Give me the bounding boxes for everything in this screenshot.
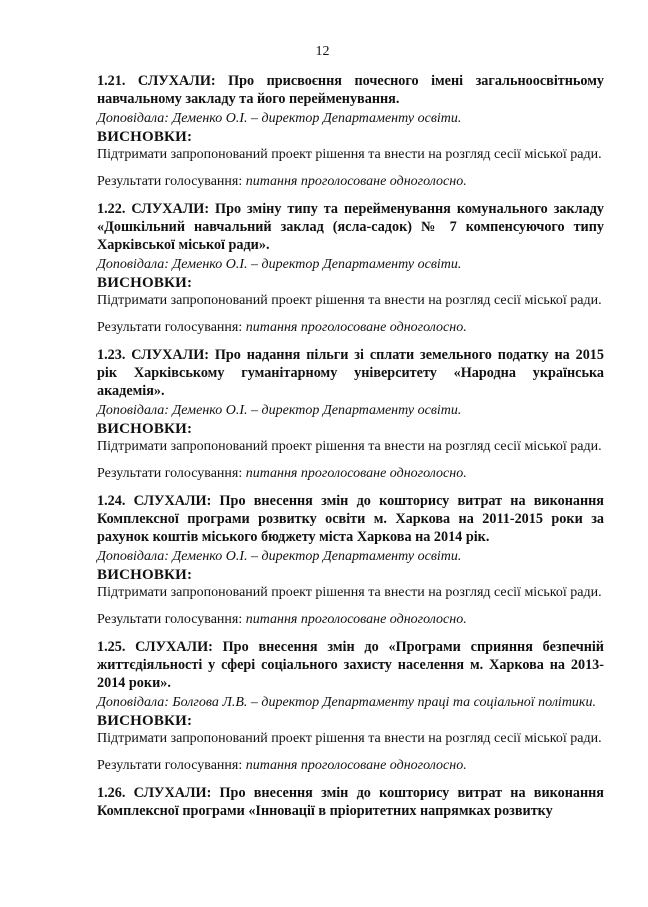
voting-result	[97, 173, 604, 191]
item-heading: 1.24. СЛУХАЛИ: Про внесення змін до кошторису витрат на виконання Комплексної програми розвитку освіти м. Харкова на 2011-2015 роки за рахунок коштів міського бюджету міста Харкова на 2014 рік.	[97, 493, 604, 545]
item-decision: Підтримати запропонований проект рішення та внести на розгляд сесії міської ради.	[97, 147, 602, 162]
voting-result	[97, 319, 604, 337]
result-value: питання проголосоване одноголосно.	[245, 320, 467, 335]
item-decision: Підтримати запропонований проект рішення та внести на розгляд сесії міської ради.	[97, 731, 602, 746]
conclusions-label: ВИСНОВКИ:	[97, 275, 193, 291]
result-value: питання проголосоване одноголосно.	[245, 174, 467, 189]
item-speaker: Доповідала: Деменко О.І. – директор Департаменту освіти.	[97, 403, 462, 418]
conclusions-label: ВИСНОВКИ:	[97, 713, 193, 729]
result-value: питання проголосоване одноголосно.	[245, 466, 467, 481]
item-speaker: Доповідала: Болгова Л.В. – директор Департаменту праці та соціальної політики.	[97, 695, 596, 710]
result-label: Результати голосування:	[97, 466, 243, 481]
result-label: Результати голосування:	[97, 320, 243, 335]
page-number: 12	[315, 44, 330, 59]
item-decision: Підтримати запропонований проект рішення та внести на розгляд сесії міської ради.	[97, 439, 602, 454]
result-value: питання проголосоване одноголосно.	[245, 612, 467, 627]
result-label: Результати голосування:	[97, 758, 243, 773]
voting-result	[97, 465, 604, 483]
result-value: питання проголосоване одноголосно.	[245, 758, 467, 773]
agenda-item-1-24	[97, 492, 604, 629]
item-speaker: Доповідала: Деменко О.І. – директор Департаменту освіти.	[97, 549, 462, 564]
voting-result	[97, 611, 604, 629]
conclusions-label: ВИСНОВКИ:	[97, 567, 193, 583]
item-heading: 1.25. СЛУХАЛИ: Про внесення змін до «Програми сприяння безпечній життєдіяльності у сфері соціального захисту населення м. Харкова на 2013-2014 роки».	[97, 639, 604, 691]
agenda-item-1-21	[97, 72, 604, 191]
item-speaker: Доповідала: Деменко О.І. – директор Департаменту освіти.	[97, 257, 462, 272]
item-heading: 1.22. СЛУХАЛИ: Про зміну типу та перейменування комунального закладу «Дошкільний навчальний заклад (ясла-садок) № 7 компенсуючого типу Харківської міської ради».	[97, 201, 604, 253]
item-speaker: Доповідала: Деменко О.І. – директор Департаменту освіти.	[97, 111, 462, 126]
result-label: Результати голосування:	[97, 174, 243, 189]
item-decision: Підтримати запропонований проект рішення та внести на розгляд сесії міської ради.	[97, 585, 602, 600]
result-label: Результати голосування:	[97, 612, 243, 627]
item-heading: 1.23. СЛУХАЛИ: Про надання пільги зі сплати земельного податку на 2015 рік Харківському гуманітарному університету «Народна українська академія».	[97, 347, 604, 399]
agenda-item-1-22	[97, 200, 604, 337]
agenda-item-1-25	[97, 638, 604, 775]
item-decision: Підтримати запропонований проект рішення та внести на розгляд сесії міської ради.	[97, 293, 602, 308]
conclusions-label: ВИСНОВКИ:	[97, 129, 193, 145]
voting-result	[97, 757, 604, 775]
agenda-item-1-26	[97, 784, 604, 820]
item-heading: 1.26. СЛУХАЛИ: Про внесення змін до кошторису витрат на виконання Комплексної програми «Інновації в пріоритетних напрямках розвитку	[97, 785, 604, 819]
conclusions-label: ВИСНОВКИ:	[97, 421, 193, 437]
item-heading: 1.21. СЛУХАЛИ: Про присвоєння почесного імені загальноосвітньому навчальному закладу та його перейменування.	[97, 73, 604, 107]
agenda-item-1-23	[97, 346, 604, 483]
